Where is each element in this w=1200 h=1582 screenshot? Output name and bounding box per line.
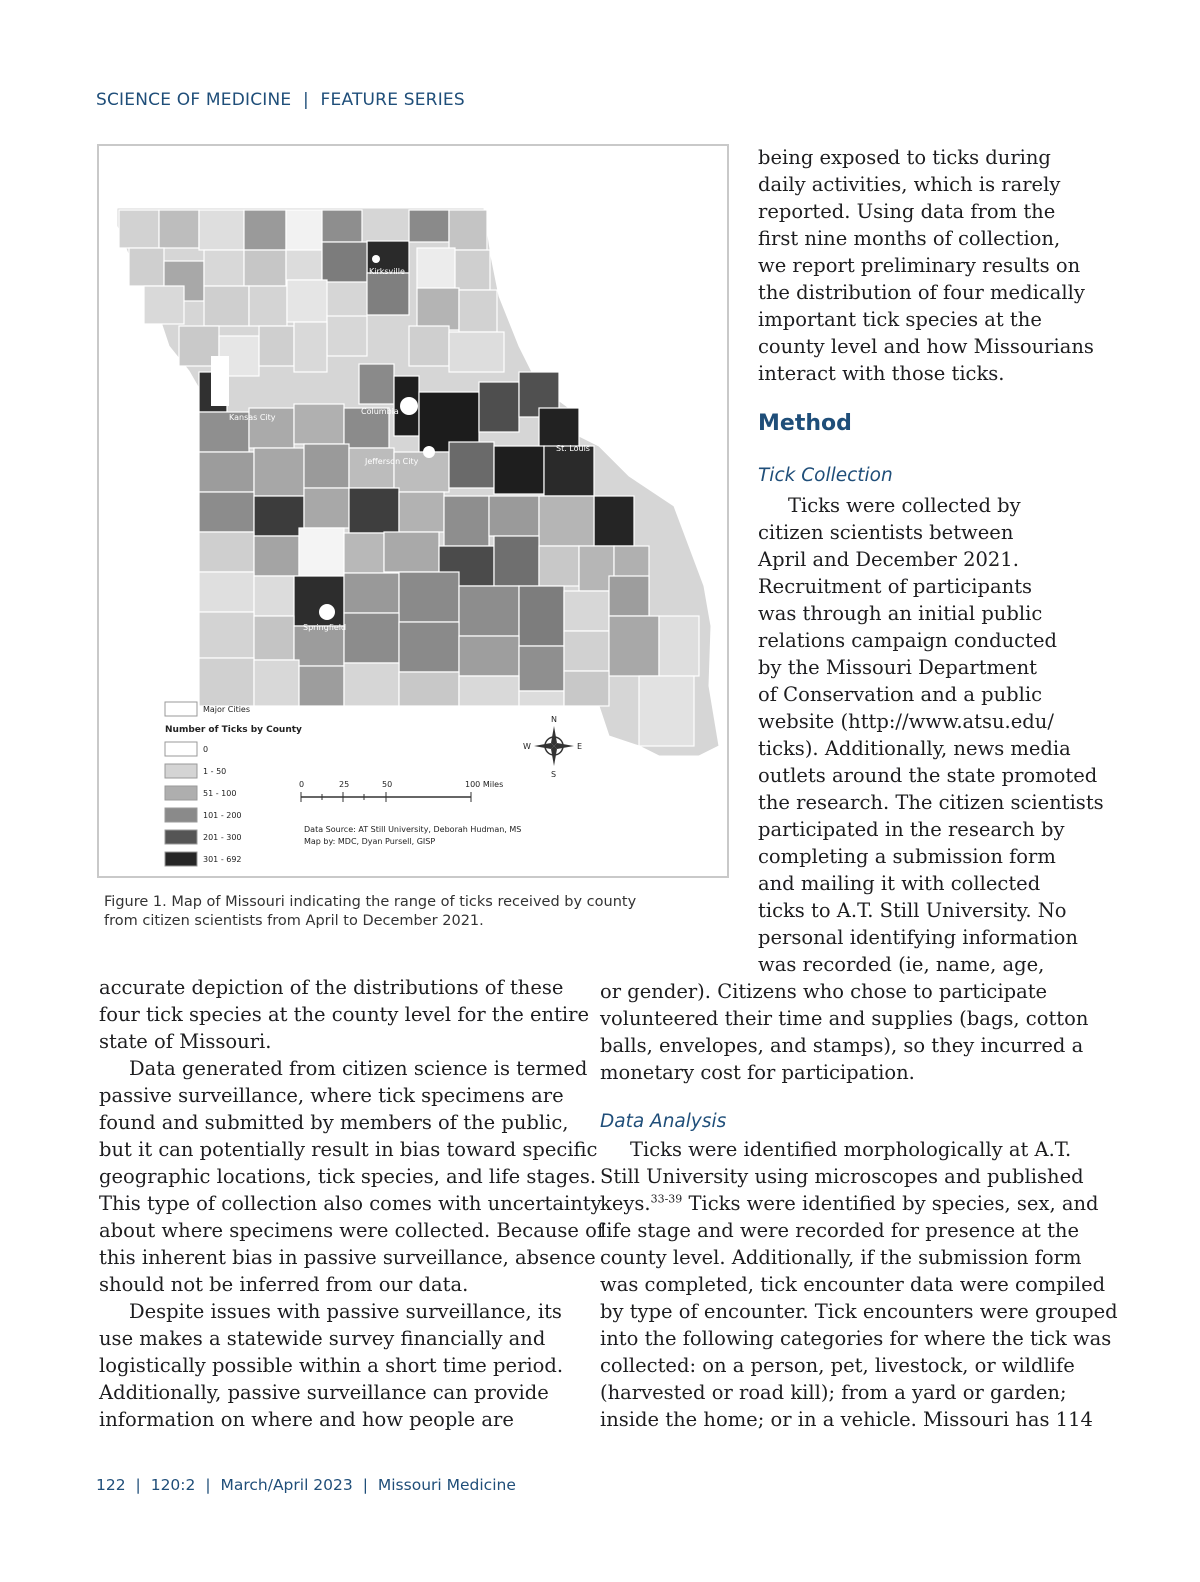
text-line: this inherent bias in passive surveillance, absence [99, 1246, 596, 1269]
legend-label: 1 - 50 [203, 767, 227, 776]
page-number: 122 [96, 1476, 126, 1494]
text-line: accurate depiction of the distributions of these [99, 976, 564, 999]
text-line: into the following categories for where the tick was [600, 1327, 1112, 1350]
text-line: first nine months of collection, [758, 227, 1061, 250]
text-line: was completed, tick encounter data were compiled [600, 1273, 1106, 1296]
legend-swatch [165, 830, 197, 844]
text-line: Data generated from citizen science is termed [129, 1057, 588, 1080]
journal-name: Missouri Medicine [377, 1476, 516, 1494]
issue-date: March/April 2023 [220, 1476, 353, 1494]
data-analysis-heading: Data Analysis [600, 1111, 727, 1132]
city-st-louis: St. Louis [556, 444, 590, 453]
text-line: inside the home; or in a vehicle. Missouri has 114 [600, 1408, 1093, 1431]
data-analysis-paragraph [600, 1136, 1118, 1433]
compass-s: S [551, 770, 557, 779]
text-line: website (http://www.atsu.edu/ [758, 710, 1054, 733]
text-line: Ticks were collected by [788, 494, 1021, 517]
text-line: Additionally, passive surveillance can provide [99, 1381, 549, 1404]
text-line [600, 1190, 1099, 1217]
legend-major-cities: Major Cities [203, 705, 251, 714]
text-line: interact with those ticks. [758, 362, 1005, 385]
tick-collection-continued [600, 978, 1089, 1086]
text-line: we report preliminary results on [758, 254, 1081, 277]
text-line: Still University using microscopes and published [600, 1165, 1084, 1188]
text-line: important tick species at the [758, 308, 1042, 331]
paragraph [99, 1298, 564, 1433]
text-line: outlets around the state promoted [758, 764, 1098, 787]
scale-tick-50: 50 [382, 780, 393, 789]
text-line: the distribution of four medically [758, 281, 1085, 304]
text-line: was recorded (ie, name, age, [758, 953, 1045, 976]
left-column [99, 974, 605, 1433]
text-line: information on where and how people are [99, 1408, 514, 1431]
city-kansas-city: Kansas City [229, 413, 276, 422]
map-legend [165, 702, 305, 866]
tick-collection-paragraph [758, 492, 1104, 978]
text-line: of Conservation and a public [758, 683, 1043, 706]
footer-separator: | [135, 1476, 141, 1494]
text-line: and mailing it with collected [758, 872, 1041, 895]
legend-swatch [165, 786, 197, 800]
legend-label: 0 [203, 745, 209, 754]
legend-swatch [165, 852, 197, 866]
legend-label: 301 - 692 [203, 855, 242, 864]
figure-map [97, 144, 729, 878]
legend-swatch [165, 742, 197, 756]
caption-line: from citizen scientists from April to December 2021. [104, 913, 484, 929]
text-line: or gender). Citizens who chose to participate [600, 980, 1048, 1003]
legend-major-cities-swatch [165, 702, 197, 716]
text-line: participated in the research by [758, 818, 1065, 841]
text-line: the research. The citizen scientists [758, 791, 1104, 814]
text-line: volunteered their time and supplies (bags, cotton [600, 1007, 1089, 1030]
text-line: personal identifying information [758, 926, 1078, 949]
header-separator: | [302, 90, 309, 110]
footer-separator: | [205, 1476, 211, 1494]
text-line: Ticks were identified morphologically at A.T. [630, 1138, 1072, 1161]
text-segment: keys. [600, 1192, 651, 1215]
text-line: reported. Using data from the [758, 200, 1056, 223]
text-line: geographic locations, tick species, and life stages. [99, 1165, 597, 1188]
right-column-intro [758, 144, 1094, 387]
text-line: being exposed to ticks during [758, 146, 1051, 169]
text-line: four tick species at the county level for the entire [99, 1003, 590, 1026]
legend-title: Number of Ticks by County [165, 725, 302, 735]
city-columbia: Columbia [361, 407, 399, 416]
text-line: found and submitted by members of the public, [99, 1111, 569, 1134]
text-line: Recruitment of participants [758, 575, 1033, 598]
text-line: by the Missouri Department [758, 656, 1037, 679]
series-label: FEATURE SERIES [320, 90, 465, 110]
paragraph [99, 1055, 605, 1298]
text-segment: Ticks were identified by species, sex, and [682, 1192, 1099, 1215]
scale-tick-100: 100 Miles [465, 780, 504, 789]
text-line: was through an initial public [758, 602, 1043, 625]
issue-number: 120:2 [150, 1476, 196, 1494]
map-by-line: Map by: MDC, Dyan Pursell, GISP [304, 837, 436, 846]
city-kirksville: Kirksville [369, 267, 405, 276]
legend-swatch [165, 764, 197, 778]
text-line: collected: on a person, pet, livestock, or wildlife [600, 1354, 1075, 1377]
caption-line: Figure 1. Map of Missouri indicating the range of ticks received by county [104, 894, 637, 910]
text-line: use makes a statewide survey financially and [99, 1327, 546, 1350]
text-line: April and December 2021. [758, 548, 1019, 571]
method-heading: Method [758, 411, 852, 436]
text-line: balls, envelopes, and stamps), so they incurred a [600, 1034, 1084, 1057]
legend-label: 201 - 300 [203, 833, 242, 842]
compass-w: W [523, 742, 531, 751]
text-line: logistically possible within a short time period. [99, 1354, 564, 1377]
text-line: county level and how Missourians [758, 335, 1094, 358]
text-line: monetary cost for participation. [600, 1061, 915, 1084]
compass-n: N [551, 715, 557, 724]
scale-tick-25: 25 [339, 780, 350, 789]
section-label: SCIENCE OF MEDICINE [96, 90, 292, 110]
citation-superscript: 33-39 [650, 1192, 683, 1206]
figure-caption [104, 893, 704, 931]
tick-collection-heading: Tick Collection [758, 465, 893, 486]
city-jefferson-city: Jefferson City [365, 457, 419, 466]
paragraph [99, 974, 590, 1055]
text-line: by type of encounter. Tick encounters were grouped [600, 1300, 1118, 1323]
scale-bar [299, 780, 503, 802]
text-line: county level. Additionally, if the submission form [600, 1246, 1082, 1269]
missouri-map [99, 146, 727, 876]
text-line: but it can potentially result in bias toward specific [99, 1138, 598, 1161]
city-springfield: Springfield [303, 623, 347, 632]
text-line: (harvested or road kill); from a yard or garden; [600, 1381, 1067, 1404]
scale-tick-0: 0 [299, 780, 305, 789]
text-line: ticks). Additionally, news media [758, 737, 1071, 760]
legend-label: 101 - 200 [203, 811, 242, 820]
text-line: should not be inferred from our data. [99, 1273, 469, 1296]
text-line: life stage and were recorded for presence at the [600, 1219, 1080, 1242]
footer-separator: | [362, 1476, 368, 1494]
text-line: completing a submission form [758, 845, 1056, 868]
running-header [96, 90, 465, 110]
legend-label: 51 - 100 [203, 789, 237, 798]
page-footer [96, 1476, 516, 1494]
text-line: state of Missouri. [99, 1030, 272, 1053]
data-source-line: Data Source: AT Still University, Deborah Hudman, MS [304, 825, 522, 834]
text-line: passive surveillance, where tick specimens are [99, 1084, 564, 1107]
compass-e: E [577, 742, 583, 751]
text-line: citizen scientists between [758, 521, 1014, 544]
text-line: daily activities, which is rarely [758, 173, 1061, 196]
compass-rose [523, 715, 582, 779]
text-line: relations campaign conducted [758, 629, 1057, 652]
text-line: This type of collection also comes with uncertainty [99, 1192, 602, 1215]
text-line: ticks to A.T. Still University. No [758, 899, 1067, 922]
legend-swatch [165, 808, 197, 822]
text-line: Despite issues with passive surveillance, its [129, 1300, 562, 1323]
text-line: about where specimens were collected. Because of [99, 1219, 605, 1242]
